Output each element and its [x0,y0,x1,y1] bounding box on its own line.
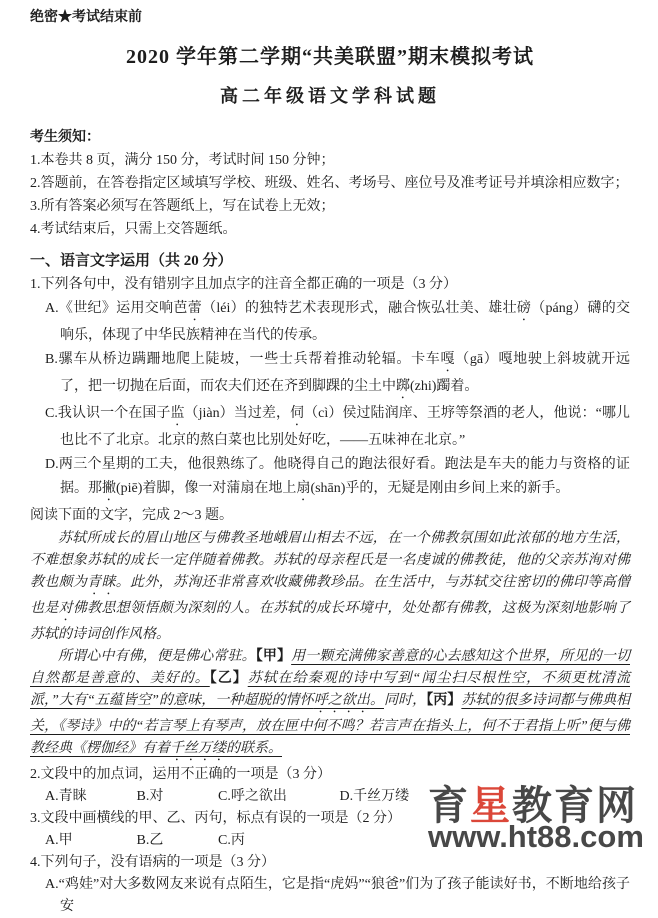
q3-option-b [137,830,215,852]
q4-option-a-label: A. [45,877,59,892]
q2-option-d-text: 千丝万缕 [353,789,410,804]
q1-stem: 1.下列各句中，没有错别字且加点字的注音全都正确的一项是（3 分） [30,277,457,292]
q2-option-c-label: C. [218,789,231,804]
q4-stem: 4.下列句子，没有语病的一项是（3 分） [30,855,275,870]
option-text-d: 两三个星期的工夫，他很熟练了。他晓得自己的跑法很好看。跑法是车夫的能力与资格的证据。那撇(piē)着脚，像一对蒲扇在地上扇(shān)乎的，无疑是刚由乡间上来的新手。 [58,457,630,496]
option-label-b: B. [45,352,58,367]
reading-intro: 阅读下面的文字，完成 2～3 题。 [30,508,233,523]
q1-option-b [45,348,631,402]
passage-paragraph-2: 所谓心中有佛，便是佛心常驻。【甲】用一颗充满佛家善意的心去感知这个世界，所见的一切自然都是善意的、美好的。【乙】苏轼在给秦观的诗中写到“闻尘扫尽根性空，不须更枕清流派，”大有“五蕴皆空”的意味，一种超脱的情怀呼之欲出。同时，【丙】苏轼的很多诗词都与佛典相关，《琴诗》中的“若言琴上有琴声，放在匣中何不鸣？若言声在指头上，何不于君指上听”便与佛教经典《楞伽经》有着千丝万缕的联系。 [30,649,631,756]
option-label-a: A. [45,301,59,316]
q3-option-c [218,830,245,852]
notice-item-3: 3.所有答案必须写在答题纸上，写在试卷上无效； [30,199,335,214]
q1-option-a [45,297,631,348]
passage-paragraph-1: 苏轼所成长的眉山地区与佛教圣地峨眉山相去不远，在一个佛教氛围如此浓郁的地方生活，不难想象苏轼的成长一定伴随着佛教。苏轼的母亲程氏是一名虔诚的佛教徒，他的父亲苏洵对佛教也颇为青睐。此外，苏洵还非常喜欢收藏佛教珍品。在生活中，与苏轼交往密切的佛印等高僧也是对佛教思想领悟颇为深刻的人。在苏轼的成长环境中，处处都有佛教，这极为深刻地影响了苏轼的诗词创作风格。 [30,531,631,642]
q2-option-d-label: D. [339,789,354,804]
q2-option-b [137,786,215,808]
option-text-a: 《世纪》运用交响芭蕾（léi）的独特艺术表现形式，融合恢弘壮美、雄壮磅（páng）礴的交响乐，体现了中华民族精神在当代的传承。 [58,301,631,343]
q2-option-a [45,786,133,808]
q3-option-a-label: A. [45,833,59,848]
wm-brand-suffix: 教育网 [512,784,638,828]
q2-stem: 2.文段中的加点词，运用不正确的一项是（3 分） [30,767,331,782]
option-text-b: 骡车从桥边蹒跚地爬上陡坡，一些士兵帮着推动轮辐。卡车嘎（gā）嘎地驶上斜坡就开远了，把一切抛在后面，而农夫们还在齐到脚踝的尘土中踯(zhi)躅着。 [57,352,631,394]
q3-option-b-label: B. [136,833,150,848]
notice-item-2: 2.答题前，在答卷指定区域填写学校、班级、姓名、考场号、座位号及准考证号并填涂相应数字； [30,176,629,191]
q1-option-c [45,402,631,453]
wm-brand-prefix: 育 [428,784,470,828]
secrecy-label: 绝密★考试结束前 [30,10,142,25]
q2-option-d [340,786,410,808]
section-one-heading: 一、语言文字运用（共 20 分） [30,253,233,269]
q3-option-a-text: 甲 [58,833,73,848]
notice-item-4: 4.考试结束后，只需上交答题纸。 [30,222,237,237]
ht88-watermark-url: www.ht88.com [428,819,644,854]
q2-option-c-text: 呼之欲出 [230,789,287,804]
option-label-c: C. [45,406,58,421]
q3-option-b-text: 乙 [149,833,164,848]
q4-option-a-text: “鸡娃”对大多数网友来说有点陌生，它是指“虎妈”“狼爸”们为了孩子能读好书，不断地给孩子安 [58,877,630,914]
q1-option-d [45,453,630,504]
ht88-watermark [428,786,644,852]
notice-heading: 考生须知： [30,130,100,145]
reading-passage [30,528,630,764]
exam-title: 2020 学年第二学期“共美联盟”期末模拟考试 [126,46,534,68]
wm-brand-highlight: 星 [470,784,512,828]
q2-option-b-text: 对 [149,789,164,804]
notice-item-1: 1.本卷共 8 页，满分 150 分，考试时间 150 分钟； [30,153,335,168]
q3-option-a [45,830,133,852]
q3-stem: 3.文段中画横线的甲、乙、丙句，标点有误的一项是（2 分） [30,811,401,826]
q2-option-a-text: 青睐 [58,789,87,804]
q4-option-a [45,874,630,918]
q2-option-b-label: B. [136,789,150,804]
q3-option-c-label: C. [218,833,231,848]
q2-option-a-label: A. [45,789,59,804]
q2-option-c [218,786,336,808]
option-text-c: 我认识一个在国子监（jiàn）当过差，伺（cì）侯过陆润庠、王垿等祭酒的老人，他说：“哪儿也比不了北京。北京的熬白菜也比别处好吃，——五味神在北京。” [57,406,631,448]
option-label-d: D. [45,457,59,472]
q3-option-c-text: 丙 [230,833,245,848]
exam-subtitle: 高二年级语文学科试题 [220,86,440,106]
